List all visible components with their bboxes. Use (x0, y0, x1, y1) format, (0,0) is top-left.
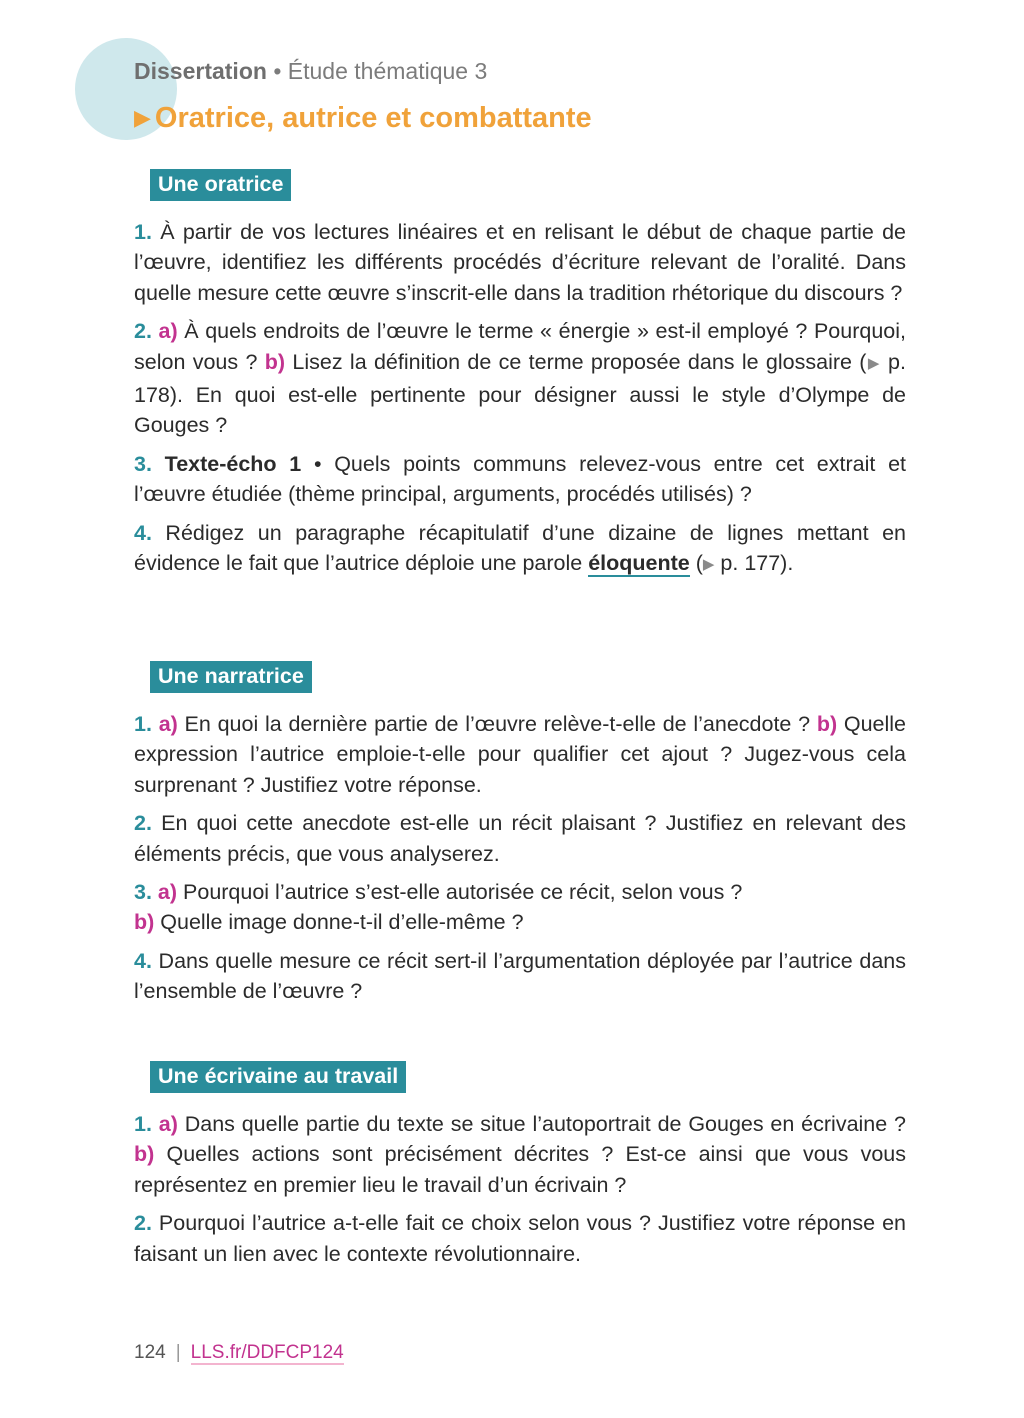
question-text: À partir de vos lectures linéaires et en relisant le début de chaque partie de l’œuvre, identifiez les différents procédés d’écriture relevant de l’oralité. Dans quelle mesure cette œuvre s’inscrit-elle dans la tradition rhétorique du discours ? (134, 220, 906, 305)
running-head-separator: • (266, 58, 288, 84)
subquestion-marker: a) (157, 880, 178, 905)
question-number: 1. (134, 220, 152, 244)
question-item (134, 518, 906, 582)
question-text: Quelles actions sont précisément décrites ? Est-ce ainsi que vous vous représentez en premier lieu le travail d’un écrivain ? (134, 1142, 906, 1197)
subquestion-marker: a) (158, 712, 178, 736)
question-item (134, 877, 906, 938)
subquestion-marker: b) (134, 1142, 155, 1167)
question-item (134, 709, 906, 800)
footer-separator: | (175, 1342, 181, 1363)
subquestion-marker: a) (158, 1112, 178, 1136)
glossary-link-eloquente[interactable]: éloquente (588, 551, 690, 576)
section-oratrice-questions (134, 217, 906, 589)
question-text: ( (689, 551, 703, 576)
question-text: Quelle expression l’autrice emploie-t-elle pour qualifier cet ajout ? Jugez-vous cela surprenant ? Justifiez votre réponse. (134, 712, 906, 797)
question-number: 1. (134, 1112, 152, 1136)
section-ecrivaine-questions (134, 1109, 906, 1277)
question-item (134, 1208, 906, 1269)
question-item (134, 316, 906, 441)
question-text: Dans quelle partie du texte se situe l’autoportrait de Gouges en écrivaine ? (177, 1112, 906, 1136)
subquestion-marker: b) (264, 349, 286, 374)
running-head (134, 58, 487, 85)
question-text: Dans quelle mesure ce récit sert-il l’argumentation déployée par l’autrice dans l’ensemble de l’œuvre ? (134, 948, 906, 1004)
question-text: • Quels points communs relevez-vous entre cet extrait et l’œuvre étudiée (thème principal, arguments, procédés utilisés) ? (134, 451, 906, 507)
question-item (134, 946, 906, 1007)
question-item (134, 808, 906, 869)
question-text: À quels endroits de l’œuvre le terme « énergie » est-il employé ? Pourquoi, selon vous ? (134, 319, 906, 374)
page-number: 124 (134, 1342, 166, 1363)
subquestion-marker: a) (158, 319, 178, 344)
question-number: 4. (134, 948, 152, 973)
page-reference-arrow-icon: ▶ (702, 556, 715, 574)
question-text: Quelle image donne-t-il d’elle-même ? (154, 910, 524, 935)
page-title-text: Oratrice, autrice et combattante (154, 102, 592, 134)
subquestion-marker: b) (816, 712, 838, 736)
question-text: Rédigez un paragraphe récapitulatif d’une dizaine de lignes mettant en évidence le fait que l’autrice déploie une parole (134, 520, 906, 576)
page-footer (134, 1342, 344, 1364)
subquestion-marker: b) (134, 910, 155, 935)
question-item (134, 217, 906, 308)
question-number: 3. (134, 451, 152, 476)
question-item (134, 1109, 906, 1200)
question-number: 2. (134, 1211, 152, 1236)
question-number: 2. (134, 811, 152, 836)
question-item (134, 449, 906, 510)
page-reference-arrow-icon: ▶ (866, 354, 881, 372)
running-head-subtitle: Étude thématique 3 (287, 58, 488, 84)
question-text: p. 178). En quoi est-elle pertinente pour désigner aussi le style d’Olympe de Gouges ? (134, 349, 906, 438)
section-heading-ecrivaine: Une écrivaine au travail (150, 1061, 406, 1093)
question-text: En quoi la dernière partie de l’œuvre relève-t-elle de l’anecdote ? (177, 712, 817, 736)
question-number: 1. (134, 712, 152, 736)
question-text: En quoi cette anecdote est-elle un récit plaisant ? Justifiez en relevant des éléments précis, que vous analyserez. (134, 811, 906, 866)
question-number: 2. (134, 319, 152, 344)
question-text: Pourquoi l’autrice a-t-elle fait ce choix selon vous ? Justifiez votre réponse en faisant un lien avec le contexte révolutionnaire. (134, 1211, 906, 1266)
question-number: 3. (134, 880, 152, 905)
section-heading-narratrice: Une narratrice (150, 661, 312, 693)
footer-link[interactable]: LLS.fr/DDFCP124 (190, 1342, 344, 1363)
question-number: 4. (134, 520, 152, 545)
section-heading-oratrice: Une oratrice (150, 169, 291, 201)
series-label: Dissertation (134, 58, 267, 84)
question-text: Pourquoi l’autrice s’est-elle autorisée ce récit, selon vous ? (177, 880, 743, 905)
page-title (134, 102, 592, 135)
section-narratrice-questions (134, 709, 906, 1015)
texte-echo-label: Texte-écho 1 (151, 451, 302, 476)
triangle-icon: ▶ (134, 105, 151, 130)
question-text: Lisez la définition de ce terme proposée dans le glossaire ( (285, 349, 867, 374)
question-text: p. 177). (714, 551, 794, 576)
